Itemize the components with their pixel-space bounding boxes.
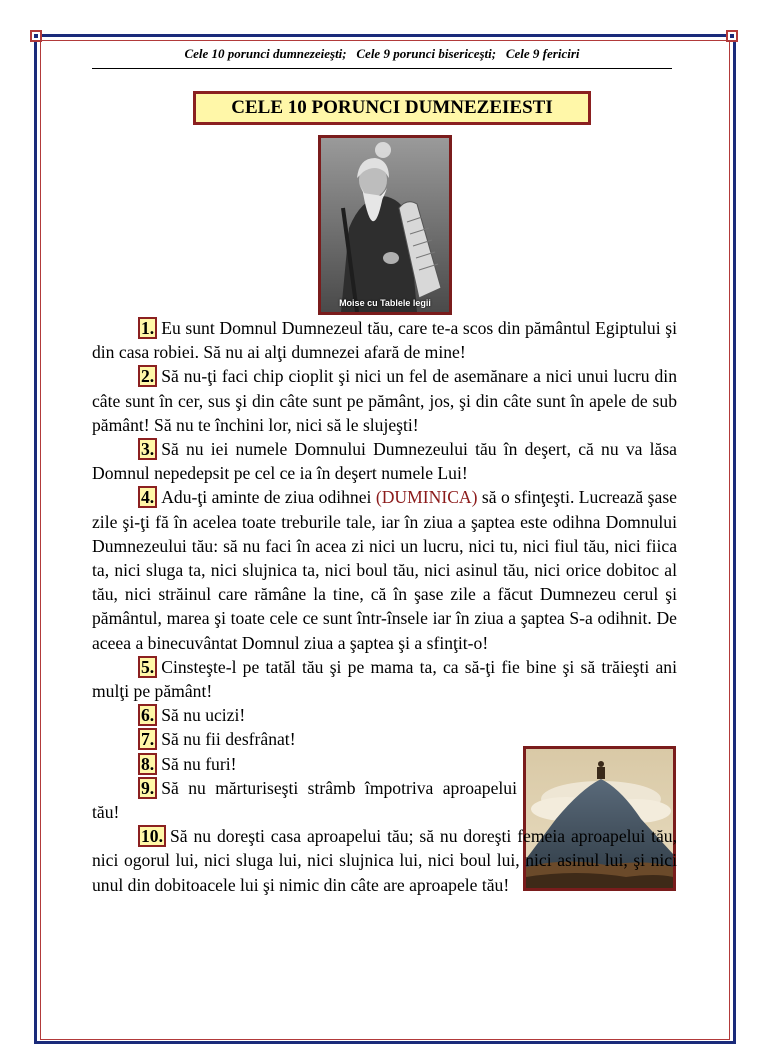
- commandment-number: 10.: [138, 825, 166, 847]
- commandment-number: 9.: [138, 777, 157, 799]
- moses-tablets-image: [318, 135, 452, 315]
- commandment-3: [92, 437, 677, 485]
- commandment-text: Să nu mărturiseşti strâmb împotriva aproapelui tău!: [92, 777, 517, 823]
- commandment-text: Să nu doreşti casa aproapelui tău; să nu doreşti femeia aproapelui tău, nici ogorul lui, nici sluga lui, nici slujnica lui, nici boul lui, nici asinul lui, şi nici unul din dobitoacele lui şi nimic din câte are aproapele tău!: [92, 826, 677, 895]
- commandment-number: 5.: [138, 656, 157, 678]
- duminica-highlight: (DUMINICA): [375, 487, 478, 508]
- commandment-number: 7.: [138, 728, 157, 750]
- commandment-5: [92, 655, 677, 703]
- commandment-10: [92, 824, 677, 897]
- commandment-8: [92, 752, 517, 776]
- commandment-number: 3.: [138, 438, 157, 460]
- moses-image-caption: Moise cu Tablele legii: [339, 298, 431, 308]
- commandment-text: Eu sunt Domnul Dumnezeul tău, care te-a scos din pământul Egiptului şi din casa robiei. Să nu ai alţi dumnezei afară de mine!: [92, 318, 677, 363]
- commandment-1: [92, 316, 677, 364]
- commandment-4: [92, 485, 677, 654]
- commandment-7: [92, 727, 517, 751]
- commandment-number: 2.: [138, 365, 157, 387]
- commandment-number: 8.: [138, 753, 157, 775]
- commandment-6: [92, 703, 517, 727]
- commandment-number: 1.: [138, 317, 157, 339]
- commandment-text-after: să o sfinţeşti. Lucrează şase zile şi-ţi fă în acelea toate treburile tale, iar în ziua a şaptea este odihna Domnului Dumnezeului tău: să nu faci în acea zi nici un lucru, nici tu, nici fiul tău, nici fiica ta, nici sluga ta, nici slujnica ta, nici boul tău, nici asinul tău, nici orice dobitoc al tău, nici străinul care rămâne la tine, că în şase zile a făcut Dumnezeu cerul şi pământul, marea şi toate cele ce sunt într-însele iar în ziua a şaptea S-a odihnit. De aceea a binecuvântat Domnul ziua a şaptea şi a sfinţit-o!: [92, 487, 677, 653]
- commandment-text: Să nu ucizi!: [161, 705, 246, 726]
- commandment-text-before: Adu-ţi aminte de ziua odihnei: [161, 487, 376, 508]
- commandments-text: [92, 316, 677, 897]
- commandment-number: 6.: [138, 704, 157, 726]
- running-head: Cele 10 porunci dumnezeieşti; Cele 9 porunci bisericeşti; Cele 9 fericiri: [92, 46, 672, 69]
- corner-ornament-top-left: [30, 30, 42, 42]
- commandment-text: Să nu furi!: [161, 753, 237, 774]
- commandment-2: [92, 364, 677, 437]
- commandment-text: Să nu iei numele Domnului Dumnezeului tău în deşert, că nu va lăsa Domnul nepedepsit pe cel ce ia în deşert numele Lui!: [92, 439, 677, 484]
- commandment-text: Să nu fii desfrânat!: [161, 729, 296, 750]
- corner-ornament-top-right: [726, 30, 738, 42]
- commandment-text: Să nu-ţi faci chip cioplit şi nici un fel de asemănare a nici unui lucru din câte sunt în cer, sus şi din câte sunt pe pământ, jos, şi din câte sunt în apele de sub pământ! Să nu te închini lor, nici să le slujeşti!: [92, 366, 677, 435]
- commandment-text: Cinsteşte-l pe tatăl tău şi pe mama ta, ca să-ţi fie bine şi să trăieşti ani mulţi pe pământ!: [92, 656, 677, 702]
- commandment-9: [92, 776, 517, 824]
- commandment-number: 4.: [138, 486, 157, 508]
- page-title: CELE 10 PORUNCI DUMNEZEIESTI: [193, 91, 591, 125]
